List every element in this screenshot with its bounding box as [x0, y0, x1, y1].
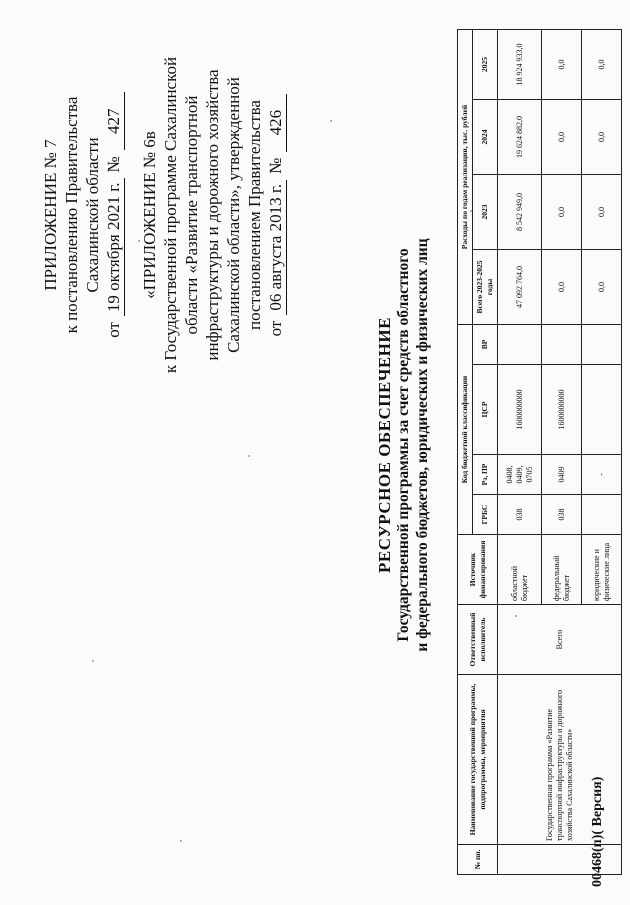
cell-csr: 1600000000	[542, 365, 582, 455]
header-num: № пп.	[458, 845, 498, 875]
appendix-7-title: ПРИЛОЖЕНИЕ № 7	[41, 139, 60, 291]
scan-speck	[470, 210, 472, 212]
number-sign: №	[266, 157, 285, 174]
scan-speck	[180, 840, 182, 842]
appendix-6v-line: постановлением Правительства	[245, 100, 264, 330]
header-vr: ВР	[473, 325, 498, 365]
cell-total: 0,0	[582, 250, 622, 325]
appendix-6v-date-line	[265, 35, 287, 395]
cell-source: юридические и физические лица	[582, 535, 622, 605]
cell-total: 47 092 764,0	[498, 250, 542, 325]
scan-speck	[248, 455, 250, 457]
heading-line1: РЕСУРСНОЕ ОБЕСПЕЧЕНИЕ	[375, 317, 394, 573]
from-label: от	[104, 322, 123, 338]
cell-2025: 0,0	[582, 29, 622, 99]
header-csr: ЦСР	[473, 365, 498, 455]
header-grbs: ГРБС	[473, 495, 498, 535]
header-name: Наименование государственной программы, подпрограммы, мероприятия	[458, 675, 498, 845]
cell-csr: 1600000000	[498, 365, 542, 455]
scan-speck	[92, 660, 94, 662]
cell-2023: 8 542 949,0	[498, 175, 542, 250]
document-heading	[375, 195, 432, 695]
header-expenses-group: Расходы по годам реализации, тыс. рублей	[458, 29, 473, 324]
resource-table	[457, 29, 622, 875]
header-total: Всего 2023-2025 годы	[473, 250, 498, 325]
cell-total: 0,0	[542, 250, 582, 325]
cell-grbs	[582, 495, 622, 535]
header-rz: Рз, ПР	[473, 455, 498, 495]
scan-speck	[138, 240, 140, 242]
cell-2025: 0,0	[542, 29, 582, 99]
appendix-6v-date: 06 августа 2013 г.	[265, 180, 287, 315]
number-sign: №	[104, 156, 123, 173]
cell-rz: -	[582, 455, 622, 495]
cell-2023: 0,0	[582, 175, 622, 250]
cell-executor: Всего	[498, 605, 622, 675]
appendix-7-date-line	[103, 35, 125, 395]
appendix-6v-line: инфраструктуры и дорожного хозяйства	[203, 69, 222, 361]
appendix-7-number: 427	[103, 92, 125, 150]
appendix-7-line1: к постановлению Правительства	[62, 96, 81, 334]
from-label: от	[266, 320, 285, 337]
cell-grbs: 038	[542, 495, 582, 535]
table-header-row	[458, 29, 473, 874]
cell-grbs: 038	[498, 495, 542, 535]
cell-vr	[542, 325, 582, 365]
appendix-6v-line: к Государственной программе Сахалинской	[161, 56, 180, 374]
cell-2024: 0,0	[582, 100, 622, 175]
cell-2023: 0,0	[542, 175, 582, 250]
cell-vr	[498, 325, 542, 365]
cell-source: областной бюджет	[498, 535, 542, 605]
appendix-7-date: 19 октября 2021 г.	[103, 178, 125, 316]
cell-rz: 0408, 0409, 0705	[498, 455, 542, 495]
cell-rz: 0409	[542, 455, 582, 495]
cell-source: федеральный бюджет	[542, 535, 582, 605]
header-2023: 2023	[473, 175, 498, 250]
header-2025: 2025	[473, 29, 498, 99]
table-row	[498, 29, 542, 874]
heading-line2: Государственной программы за счет средств областного	[395, 248, 412, 642]
appendix-6v-number: 426	[265, 94, 287, 152]
cell-vr	[582, 325, 622, 365]
heading-line3: и федерального бюджетов, юридических и физических лиц	[414, 238, 431, 652]
document-footer: 00468(п)( Версия)	[590, 776, 605, 887]
appendix-6v-title: «ПРИЛОЖЕНИЕ № 6в	[140, 131, 159, 299]
header-code-group: Код бюджетной классификации	[458, 325, 473, 535]
appendix-6v-line: Сахалинской области», утвержденной	[224, 77, 243, 353]
cell-2024: 0,0	[542, 100, 582, 175]
header-executor: Ответственный исполнитель	[458, 605, 498, 675]
header-2024: 2024	[473, 100, 498, 175]
appendix-block	[40, 35, 287, 395]
appendix-7-line2: Сахалинской области	[83, 137, 102, 293]
appendix-6v-line: области «Развитие транспортной	[182, 95, 201, 335]
cell-2025: 18 924 933,0	[498, 29, 542, 99]
cell-csr	[582, 365, 622, 455]
scan-speck	[515, 615, 517, 617]
header-source: Источник финансирования	[458, 535, 498, 605]
scan-speck	[330, 120, 332, 122]
cell-program-name: Государственная программа «Развитие транспортной инфраструктуры и дорожного хозяйства Сахалинской области»	[498, 675, 622, 845]
cell-2024: 19 624 882,0	[498, 100, 542, 175]
